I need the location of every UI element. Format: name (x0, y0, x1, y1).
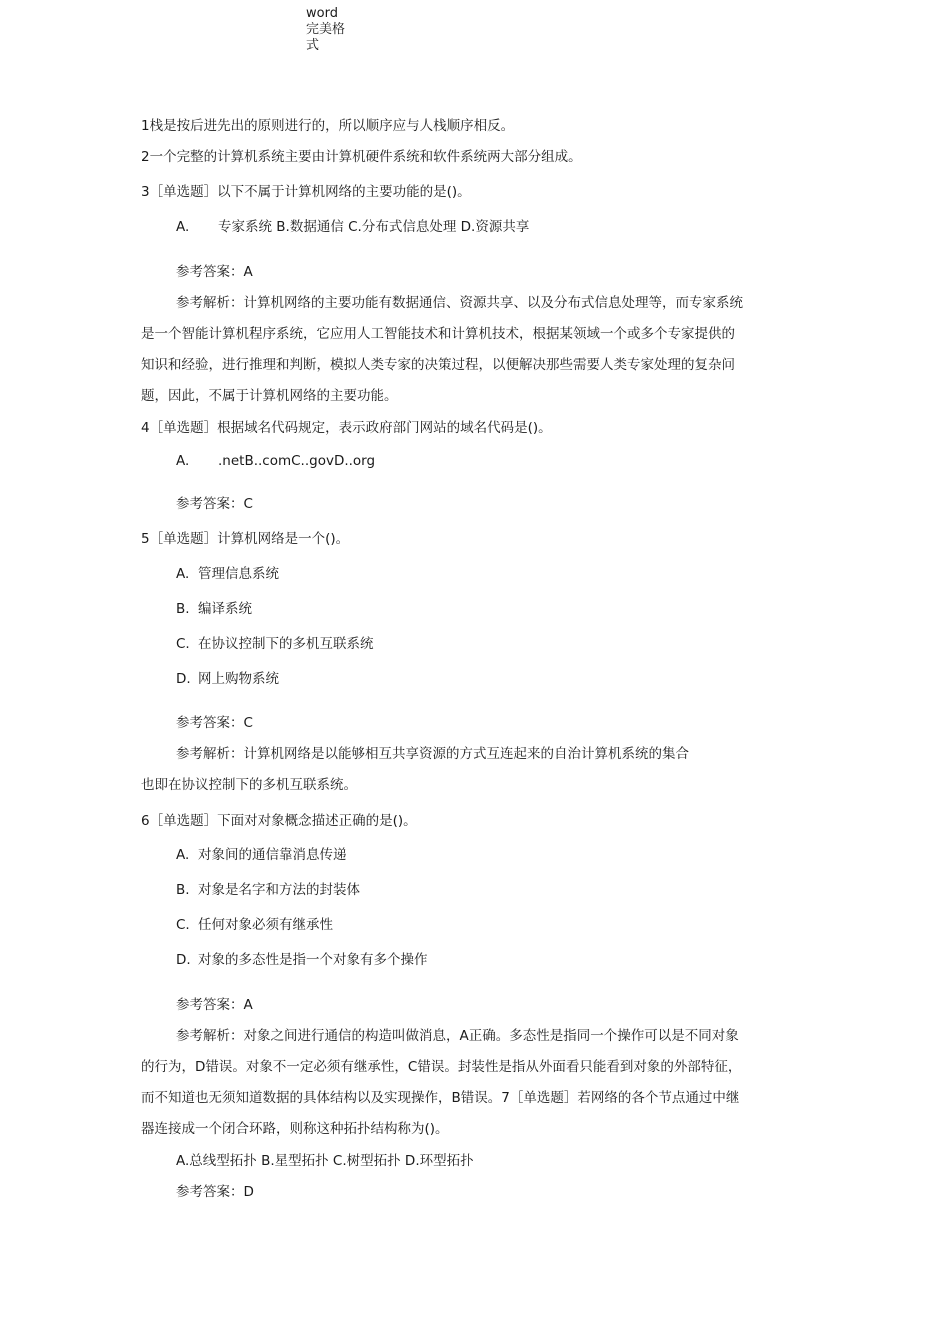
q3-explanation-4: 题，因此，不属于计算机网络的主要功能。 (141, 388, 398, 404)
q6-option-d (176, 951, 428, 969)
q5-explanation-2: 也即在协议控制下的多机互联系统。 (141, 777, 357, 793)
option-text: 对象间的通信靠消息传递 (198, 847, 347, 863)
statement-1: 1栈是按后进先出的原则进行的，所以顺序应与人栈顺序相反。 (141, 118, 515, 134)
header-line-1: word (306, 6, 338, 21)
q6-answer: 参考答案：A (176, 997, 253, 1013)
option-letter: B. (176, 601, 190, 617)
q7-stem: 器连接成一个闭合环路，则称这种拓扑结构称为()。 (141, 1121, 449, 1137)
q4-answer: 参考答案：C (176, 496, 253, 512)
option-text: 编译系统 (198, 601, 252, 617)
q5-explanation-1: 参考解析：计算机网络是以能够相互共享资源的方式互连起来的自治计算机系统的集合 (176, 746, 689, 762)
q3-explanation-2: 是一个智能计算机程序系统，它应用人工智能技术和计算机技术，根据某领域一个或多个专家提供的 (141, 326, 735, 342)
q3-options (176, 218, 529, 236)
option-letter: A. (176, 453, 190, 469)
header-line-3: 式 (306, 38, 320, 53)
option-letter: A. (176, 566, 190, 582)
page-header (306, 6, 366, 54)
q3-explanation-1: 参考解析：计算机网络的主要功能有数据通信、资源共享、以及分布式信息处理等，而专家系统 (176, 295, 743, 311)
option-letter: C. (176, 636, 190, 652)
q3-options-text: 专家系统 B.数据通信 C.分布式信息处理 D.资源共享 (218, 219, 530, 235)
option-letter: A. (176, 847, 190, 863)
q5-answer: 参考答案：C (176, 715, 253, 731)
question-3: 3［单选题］以下不属于计算机网络的主要功能的是()。 (141, 184, 471, 200)
q6-option-a (176, 846, 347, 864)
option-text: 对象的多态性是指一个对象有多个操作 (198, 952, 428, 968)
q3-explanation-3: 知识和经验，进行推理和判断，模拟人类专家的决策过程，以便解决那些需要人类专家处理的复杂问 (141, 357, 735, 373)
q7-options: A.总线型拓扑 B.星型拓扑 C.树型拓扑 D.环型拓扑 (176, 1153, 474, 1169)
q7-answer: 参考答案：D (176, 1184, 254, 1200)
q6-option-b (176, 881, 360, 899)
option-text: 在协议控制下的多机互联系统 (198, 636, 374, 652)
question-5: 5［单选题］计算机网络是一个()。 (141, 531, 350, 547)
header-line-2: 完美格 (306, 22, 346, 37)
option-text: 对象是名字和方法的封装体 (198, 882, 360, 898)
q6-explanation-2: 的行为，D错误。对象不一定必须有继承性，C错误。封装性是指从外面看只能看到对象的外部特征， (141, 1059, 742, 1075)
q5-option-c (176, 635, 374, 653)
option-text: 任何对象必须有继承性 (198, 917, 333, 933)
q6-explanation-3: 而不知道也无须知道数据的具体结构以及实现操作，B错误。7［单选题］若网络的各个节点通过中继 (141, 1090, 740, 1106)
q6-explanation-1: 参考解析：对象之间进行通信的构造叫做消息，A正确。多态性是指同一个操作可以是不同对象 (176, 1028, 739, 1044)
option-letter: A. (176, 219, 190, 235)
q3-answer: 参考答案：A (176, 264, 253, 280)
q5-option-a (176, 565, 279, 583)
option-text: 网上购物系统 (198, 671, 279, 687)
q5-option-b (176, 600, 252, 618)
q5-option-d (176, 670, 279, 688)
q6-option-c (176, 916, 333, 934)
option-text: 管理信息系统 (198, 566, 279, 582)
question-4: 4［单选题］根据域名代码规定，表示政府部门网站的域名代码是()。 (141, 420, 552, 436)
q4-options-text: .netB..comC..govD..org (218, 453, 376, 469)
statement-2: 2一个完整的计算机系统主要由计算机硬件系统和软件系统两大部分组成。 (141, 149, 582, 165)
question-6: 6［单选题］下面对对象概念描述正确的是()。 (141, 813, 417, 829)
option-letter: C. (176, 917, 190, 933)
q4-options (176, 452, 375, 470)
option-letter: D. (176, 671, 191, 687)
option-letter: D. (176, 952, 191, 968)
option-letter: B. (176, 882, 190, 898)
